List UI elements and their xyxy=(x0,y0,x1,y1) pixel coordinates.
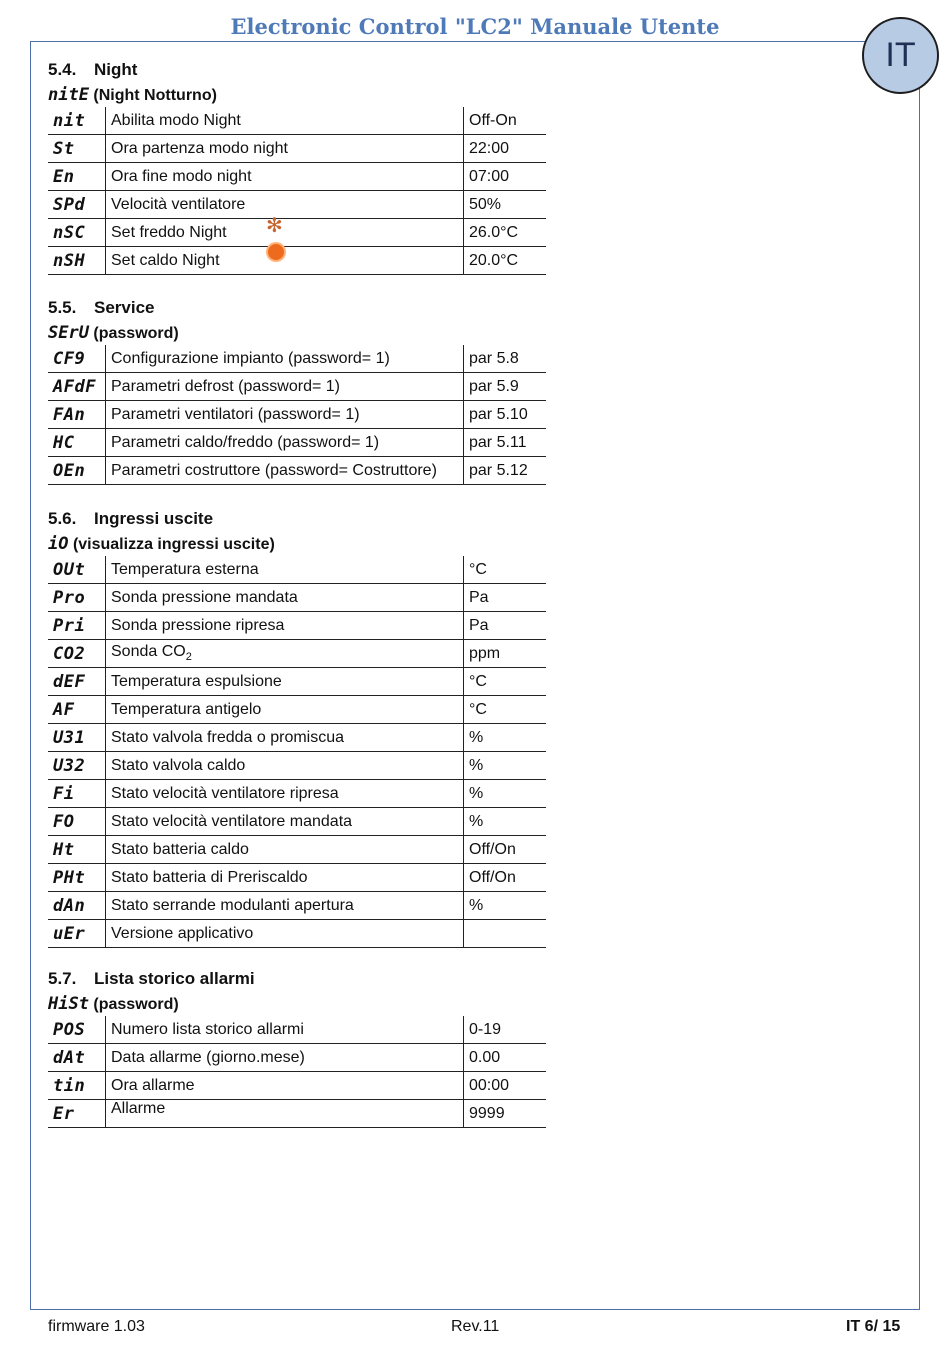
table-row: FO Stato velocità ventilatore mandata % xyxy=(48,808,546,836)
table-row: dAn Stato serrande modulanti apertura % xyxy=(48,892,546,920)
section-inputs-outputs xyxy=(48,506,546,948)
table-row: nSH Set caldo Night 20.0°C xyxy=(48,247,546,275)
section-title: 5.5. Service xyxy=(48,298,155,317)
table-row: HC Parametri caldo/freddo (password= 1) par 5.11 xyxy=(48,429,546,457)
io-table xyxy=(48,556,546,948)
section-service xyxy=(48,295,546,485)
table-row: dEF Temperatura espulsione °C xyxy=(48,668,546,696)
snowflake-icon: ✻ xyxy=(266,212,283,237)
table-row: AFdF Parametri defrost (password= 1) par 5.9 xyxy=(48,373,546,401)
table-row: Ht Stato batteria caldo Off/On xyxy=(48,836,546,864)
table-row: CO2 Sonda $CO_2$ ppm xyxy=(48,640,546,668)
table-row: POS Numero lista storico allarmi 0-19 xyxy=(48,1016,546,1044)
table-row: U32 Stato valvola caldo % xyxy=(48,752,546,780)
section-title: 5.7. Lista storico allarmi xyxy=(48,969,255,988)
table-row: CF9 Configurazione impianto (password= 1) par 5.8 xyxy=(48,345,546,373)
section-alarm-history xyxy=(48,966,546,1128)
table-row: Pri Sonda pressione ripresa Pa xyxy=(48,612,546,640)
document-title: Electronic Control "LC2" Manuale Utente xyxy=(230,14,720,39)
night-table xyxy=(48,107,546,275)
table-row: OUt Temperatura esterna °C xyxy=(48,556,546,584)
footer-firmware: firmware 1.03 xyxy=(48,1318,145,1335)
table-row: Er Allarme 9999 xyxy=(48,1100,546,1128)
section-subtitle: nitE (Night Notturno) xyxy=(48,85,217,105)
sun-icon xyxy=(268,244,284,260)
alarm-history-table xyxy=(48,1016,546,1128)
table-row: nit Abilita modo Night Off-On xyxy=(48,107,546,135)
section-title: 5.4. Night xyxy=(48,60,138,79)
table-row: tin Ora allarme 00:00 xyxy=(48,1072,546,1100)
section-night xyxy=(48,57,546,275)
table-row: Fi Stato velocità ventilatore ripresa % xyxy=(48,780,546,808)
table-row: dAt Data allarme (giorno.mese) 0.00 xyxy=(48,1044,546,1072)
table-row: En Ora fine modo night 07:00 xyxy=(48,163,546,191)
footer-revision: Rev.11 xyxy=(451,1318,500,1335)
table-row: OEn Parametri costruttore (password= Costruttore) par 5.12 xyxy=(48,457,546,485)
service-table xyxy=(48,345,546,485)
table-row: nSC Set freddo Night ✻ 26.0°C xyxy=(48,219,546,247)
footer-page-number: IT 6/ 15 xyxy=(846,1318,901,1335)
section-subtitle: HiSt (password) xyxy=(48,994,179,1014)
section-subtitle: iO (visualizza ingressi uscite) xyxy=(48,534,275,554)
table-row: PHt Stato batteria di Preriscaldo Off/On xyxy=(48,864,546,892)
table-row: St Ora partenza modo night 22:00 xyxy=(48,135,546,163)
table-row: FAn Parametri ventilatori (password= 1) par 5.10 xyxy=(48,401,546,429)
table-row: SPd Velocità ventilatore 50% xyxy=(48,191,546,219)
table-row: uEr Versione applicativo xyxy=(48,920,546,948)
table-row: AF Temperatura antigelo °C xyxy=(48,696,546,724)
table-row: U31 Stato valvola fredda o promiscua % xyxy=(48,724,546,752)
section-title: 5.6. Ingressi uscite xyxy=(48,509,214,528)
section-subtitle: SErU (password) xyxy=(48,323,179,343)
language-badge: IT xyxy=(862,17,939,94)
table-row: Pro Sonda pressione mandata Pa xyxy=(48,584,546,612)
